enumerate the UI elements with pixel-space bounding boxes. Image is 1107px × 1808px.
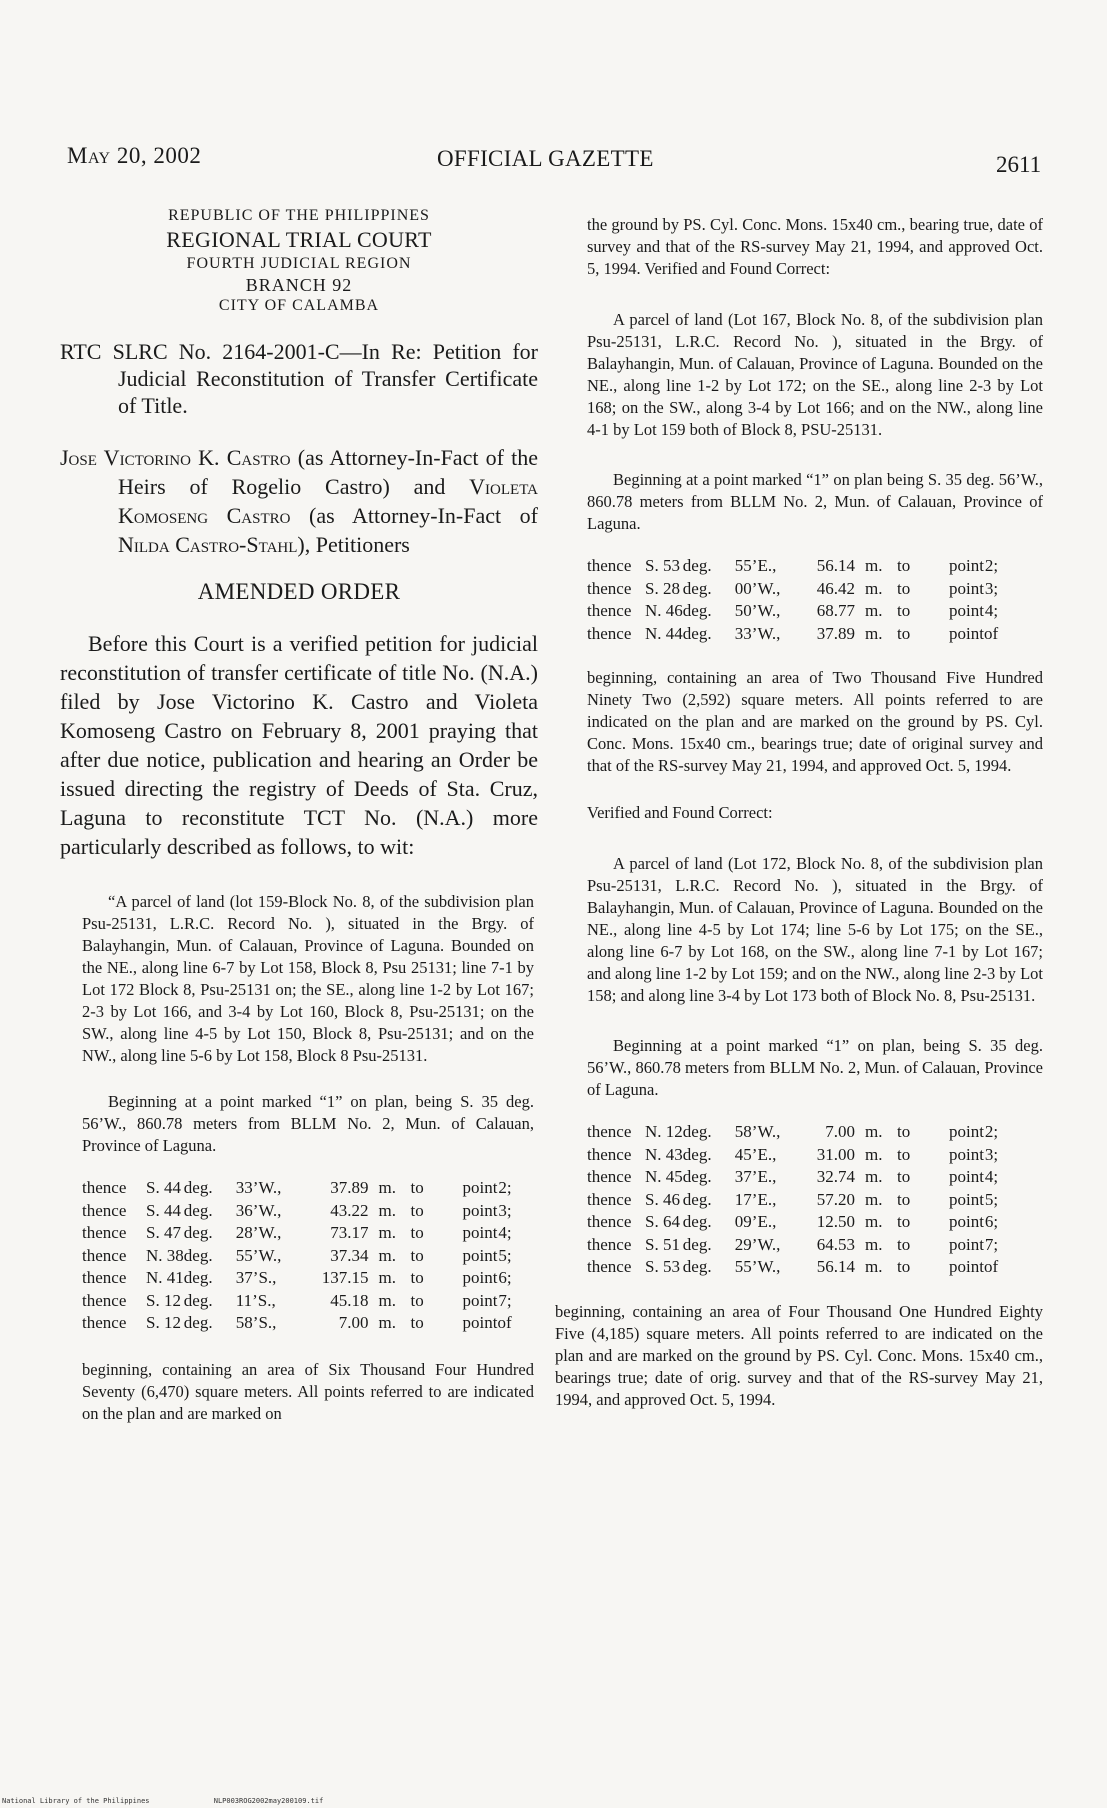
thence-bearing: 58’S.,	[235, 1313, 277, 1332]
thence-bearing: 36’W.,	[235, 1200, 282, 1220]
case-title: RTC SLRC No. 2164-2001-C—In Re: Petition for Judicial Reconstitution of Transfer Certificate of Title.	[60, 339, 538, 418]
thence-row	[587, 1234, 998, 1257]
thence-row	[82, 1245, 512, 1268]
thence-dir: S. 53	[645, 1257, 680, 1276]
thence-n: 6;	[984, 1212, 999, 1231]
thence-pt: point	[949, 1122, 984, 1141]
parties	[60, 443, 538, 559]
thence-deg: deg.	[183, 1178, 213, 1197]
thence-deg: deg.	[682, 1144, 712, 1164]
thence-dir: S. 64	[645, 1212, 680, 1231]
thence-to: to	[897, 1234, 911, 1254]
thence-bearing: 55’W.,	[235, 1245, 282, 1265]
lot-159-beginning: Beginning at a point marked “1” on plan, being S. 35 deg. 56’W., 860.78 meters from BLLM No. 2, Mun. of Calauan, Province of Laguna.	[82, 1092, 534, 1155]
thence-m: m.	[865, 1144, 883, 1164]
thence-pt: point	[949, 1257, 984, 1276]
thence-n: 2;	[498, 1178, 512, 1197]
thence-dir: S. 47	[146, 1223, 181, 1242]
thence-w: thence	[587, 601, 632, 620]
thence-row	[82, 1267, 512, 1290]
thence-dir: S. 12	[146, 1313, 181, 1332]
thence-w: thence	[82, 1200, 127, 1220]
thence-deg: deg.	[682, 1234, 712, 1254]
lot-159-area: beginning, containing an area of Six Thousand Four Hundred Seventy (6,470) square meters. All points referred to are indicated on the plan and are marked on	[82, 1359, 534, 1423]
thence-m: m.	[378, 1245, 397, 1265]
thence-m: m.	[865, 1189, 883, 1209]
thence-to: to	[897, 1257, 911, 1276]
thence-m: m.	[378, 1223, 397, 1242]
thence-dist: 37.89	[330, 1178, 369, 1197]
thence-pt: point	[949, 1212, 984, 1231]
thence-to: to	[897, 556, 911, 575]
thence-bearing: 55’W.,	[734, 1257, 781, 1276]
thence-w: thence	[587, 1234, 632, 1254]
thence-deg: deg.	[682, 556, 712, 575]
thence-n: 7;	[984, 1234, 999, 1254]
thence-dist: 7.00	[825, 1122, 856, 1141]
thence-dir: N. 43	[645, 1144, 683, 1164]
party-text: (as Attorney-In-Fact of	[290, 503, 538, 528]
thence-dist: 43.22	[330, 1200, 369, 1220]
lot-167-beginning: Beginning at a point marked “1” on plan being S. 35 deg. 56’W., 860.78 meters from BLLM No. 2, Mun. of Calauan, Province of Laguna.	[587, 470, 1043, 533]
court-caption	[60, 206, 538, 316]
thence-bearing: 09’E.,	[734, 1212, 777, 1231]
thence-row	[82, 1177, 512, 1200]
thence-dist: 37.89	[816, 623, 856, 643]
thence-dir: N. 41	[146, 1268, 184, 1287]
thence-dir: S. 46	[645, 1189, 680, 1209]
thence-to: to	[410, 1268, 424, 1287]
thence-dir: N. 12	[645, 1122, 683, 1141]
thence-row	[82, 1290, 512, 1313]
thence-m: m.	[865, 556, 883, 575]
thence-n: of	[497, 1313, 512, 1332]
thence-deg: deg.	[682, 1167, 712, 1186]
thence-to: to	[897, 623, 911, 643]
thence-pt: point	[949, 601, 984, 620]
thence-bearing: 55’E.,	[734, 556, 777, 575]
party-text: ), Petitioners	[297, 532, 410, 557]
thence-row	[82, 1222, 512, 1245]
caption-city: CITY OF CALAMBA	[218, 297, 380, 314]
lot-159-description	[60, 891, 538, 1425]
thence-bearing: 29’W.,	[734, 1234, 781, 1254]
thence-dist: 37.34	[330, 1245, 369, 1265]
header-publication: OFFICIAL GAZETTE	[437, 146, 654, 171]
thence-dist: 73.17	[330, 1223, 369, 1242]
thence-w: thence	[587, 1122, 632, 1141]
thence-dist: 56.14	[816, 556, 856, 575]
header-date: May 20, 2002	[67, 143, 202, 168]
thence-pt: point	[462, 1313, 498, 1332]
thence-row	[587, 1189, 998, 1212]
thence-pt: point	[949, 1189, 984, 1209]
thence-bearing: 17’E.,	[734, 1189, 777, 1209]
thence-to: to	[897, 1212, 911, 1231]
thence-dir: S. 28	[645, 578, 680, 598]
thence-pt: point	[462, 1223, 498, 1242]
thence-bearing: 11’S.,	[235, 1290, 276, 1310]
thence-deg: deg.	[682, 1189, 712, 1209]
thence-row	[82, 1200, 512, 1223]
thence-dist: 68.77	[816, 601, 856, 620]
continuation-paragraph: the ground by PS. Cyl. Conc. Mons. 15x40 cm., bearing true, date of survey and that of the RS-survey May 21, 1994, and approved Oct. 5, 1994. Verified and Found Correct:	[587, 215, 1043, 278]
thence-bearing: 33’W.,	[235, 1178, 282, 1197]
thence-m: m.	[865, 623, 883, 643]
thence-n: 5;	[498, 1245, 512, 1265]
thence-n: 2;	[984, 1122, 999, 1141]
lot-172-beginning: Beginning at a point marked “1” on plan, being S. 35 deg. 56’W., 860.78 meters from BLLM No. 2, Mun. of Calauan, Province of Laguna.	[587, 1036, 1043, 1099]
thence-n: 7;	[498, 1290, 512, 1310]
thence-m: m.	[378, 1178, 397, 1197]
party-name: Nilda Castro-Stahl	[118, 532, 298, 557]
thence-to: to	[410, 1313, 424, 1332]
lot-172-thence-table	[587, 1121, 998, 1279]
thence-to: to	[410, 1178, 424, 1197]
thence-pt: point	[949, 1234, 984, 1254]
thence-deg: deg.	[682, 623, 712, 643]
scan-footer	[2, 1797, 383, 1805]
thence-pt: point	[949, 623, 984, 643]
caption-region: FOURTH JUDICIAL REGION	[186, 254, 412, 272]
thence-bearing: 33’W.,	[734, 623, 781, 643]
thence-n: 4;	[498, 1223, 512, 1242]
thence-dir: N. 44	[645, 623, 683, 643]
thence-pt: point	[462, 1290, 498, 1310]
thence-pt: point	[462, 1268, 498, 1287]
thence-pt: point	[462, 1178, 498, 1197]
thence-pt: point	[462, 1200, 498, 1220]
thence-deg: deg.	[682, 1257, 712, 1276]
thence-bearing: 37’S.,	[235, 1268, 277, 1287]
thence-n: of	[983, 1257, 999, 1276]
thence-dist: 56.14	[816, 1257, 856, 1276]
thence-to: to	[897, 1144, 911, 1164]
thence-deg: deg.	[682, 1212, 712, 1231]
thence-bearing: 45’E.,	[734, 1144, 777, 1164]
thence-row	[587, 555, 998, 578]
thence-pt: point	[949, 578, 984, 598]
thence-dist: 12.50	[816, 1212, 856, 1231]
thence-deg: deg.	[183, 1223, 213, 1242]
thence-bearing: 58’W.,	[734, 1122, 781, 1141]
thence-deg: deg.	[183, 1245, 213, 1265]
thence-row	[587, 623, 998, 646]
thence-m: m.	[378, 1290, 397, 1310]
thence-to: to	[410, 1245, 424, 1265]
left-column	[60, 206, 538, 1425]
page-number: 2611	[996, 152, 1042, 177]
thence-n: 4;	[984, 1167, 999, 1186]
thence-m: m.	[865, 1122, 883, 1141]
thence-row	[587, 1144, 998, 1167]
thence-dist: 32.74	[816, 1167, 856, 1186]
thence-deg: deg.	[183, 1268, 213, 1287]
caption-court: REGIONAL TRIAL COURT	[166, 227, 432, 252]
thence-m: m.	[865, 1234, 883, 1254]
thence-bearing: 50’W.,	[734, 601, 781, 620]
thence-w: thence	[82, 1245, 127, 1265]
thence-w: thence	[587, 1167, 632, 1186]
thence-dir: S. 53	[645, 556, 680, 575]
right-column	[555, 214, 1043, 1411]
thence-to: to	[897, 1167, 911, 1186]
body-paragraph: Before this Court is a verified petition for judicial reconstitution of transfer certificate of title No. (N.A.) filed by Jose Victorino K. Castro and Violeta Komoseng Castro on February 8, 2001 praying that after due notice, publication and hearing an Order be issued directing the registry of Deeds of Sta. Cruz, Laguna to reconstitute TCT No. (N.A.) more particularly described as follows, to wit:	[60, 631, 538, 859]
thence-row	[587, 1121, 998, 1144]
thence-dir: N. 38	[146, 1245, 184, 1265]
thence-n: 6;	[498, 1268, 512, 1287]
lot-159-parcel: “A parcel of land (lot 159-Block No. 8, of the subdivision plan Psu-25131, L.R.C. Record No. ), situated in the Brgy. of Balayhangin, Mun. of Calauan, Province of Laguna. Bounded on the NE., along line 6-7 by Lot 158, Block 8, Psu 25131; line 7-1 by Lot 172 Block 8, Psu-25131 on; the SE., along line 1-2 by Lot 167; 2-3 by Lot 166, and 3-4 by Lot 160, Block 8, Psu-25131; on the SW., along line 4-5 by Lot 150, Block 8, Psu-25131; and on the NW., along line 5-6 by Lot 158, Block 8 Psu-25131.	[82, 892, 534, 1065]
thence-dir: S. 12	[146, 1290, 181, 1310]
thence-dist: 57.20	[816, 1189, 856, 1209]
thence-dist: 64.53	[816, 1234, 856, 1254]
thence-row	[587, 600, 998, 623]
thence-deg: deg.	[682, 1122, 712, 1141]
thence-w: thence	[587, 1257, 632, 1276]
thence-n: 3;	[984, 578, 999, 598]
thence-deg: deg.	[183, 1200, 213, 1220]
thence-dist: 46.42	[816, 578, 856, 598]
footer-library: National Library of the Philippines	[2, 1797, 150, 1805]
thence-deg: deg.	[183, 1313, 213, 1332]
thence-row	[587, 578, 998, 601]
thence-n: 2;	[984, 556, 999, 575]
thence-w: thence	[587, 578, 632, 598]
thence-to: to	[897, 578, 911, 598]
party-name: Jose Victorino K. Castro	[60, 445, 291, 470]
lot-159-thence-table	[82, 1177, 512, 1335]
thence-m: m.	[378, 1268, 397, 1287]
thence-bearing: 28’W.,	[235, 1223, 282, 1242]
thence-dir: S. 44	[146, 1178, 181, 1197]
thence-w: thence	[82, 1313, 127, 1332]
footer-filename: NLP003ROG2002may200109.tif	[213, 1797, 324, 1805]
thence-w: thence	[587, 1144, 632, 1164]
thence-m: m.	[865, 1257, 883, 1276]
thence-to: to	[897, 1122, 911, 1141]
thence-to: to	[410, 1200, 424, 1220]
thence-dist: 31.00	[816, 1144, 856, 1164]
thence-bearing: 37’E.,	[734, 1167, 777, 1186]
party-text: (as Attorney-In-Fact of the Heirs of Rogelio Castro) and	[118, 445, 539, 499]
thence-to: to	[410, 1290, 424, 1310]
thence-row	[587, 1256, 998, 1279]
thence-to: to	[897, 601, 911, 620]
thence-m: m.	[378, 1313, 397, 1332]
thence-w: thence	[82, 1178, 127, 1197]
thence-m: m.	[865, 601, 883, 620]
thence-dist: 45.18	[330, 1290, 369, 1310]
lot-167-parcel: A parcel of land (Lot 167, Block No. 8, of the subdivision plan Psu-25131, L.R.C. Record No. ), situated in the Brgy. of Balayhangin, Mun. of Calauan, Province of Laguna. Bounded on the NE., along line 1-2 by Lot 172; on the SE., along line 2-3 by Lot 168; on the SW., along 3-4 by Lot 166; and on the NW., along line 4-1 by Lot 159 both of Block 8, PSU-25131.	[587, 310, 1043, 439]
thence-w: thence	[587, 1212, 632, 1231]
thence-to: to	[897, 1189, 911, 1209]
thence-pt: point	[949, 1144, 984, 1164]
thence-n: 3;	[498, 1200, 512, 1220]
thence-m: m.	[865, 578, 883, 598]
thence-m: m.	[378, 1200, 397, 1220]
lot-172-parcel: A parcel of land (Lot 172, Block No. 8, of the subdivision plan Psu-25131, L.R.C. Record No. ), situated in the Brgy. of Balayhangin, Mun. of Calauan, Province of Laguna. Bounded on the NE., along line 4-5 by Lot 174; line 5-6 by Lot 175; on the SE., along line 6-7 by Lot 168, on the SW., along line 7-1 by Lot 167; and along line 1-2 by Lot 159; and on the NW., along line 2-3 by Lot 158; and along line 3-4 by Lot 173 both of Block No. 8, Psu-25131.	[587, 854, 1043, 1005]
lot-172-area: beginning, containing an area of Four Thousand One Hundred Eighty Five (4,185) square meters. All points referred to are indicated on the plan and are marked on the ground by PS. Cyl. Conc. Mons. 15x40 cm., bearings true; date of orig. survey and that of the RS-survey May 21, 1994, and approved Oct. 5, 1994.	[555, 1301, 1043, 1409]
thence-w: thence	[82, 1268, 127, 1287]
thence-w: thence	[82, 1223, 127, 1242]
thence-n: 3;	[984, 1144, 999, 1164]
thence-row	[82, 1312, 512, 1335]
thence-n: 4;	[984, 601, 999, 620]
thence-pt: point	[949, 1167, 984, 1186]
thence-dir: S. 51	[645, 1234, 680, 1254]
thence-w: thence	[587, 1189, 632, 1209]
thence-dist: 7.00	[338, 1313, 369, 1332]
thence-dir: N. 45	[645, 1167, 683, 1186]
thence-to: to	[410, 1223, 424, 1242]
thence-deg: deg.	[183, 1290, 213, 1310]
thence-dir: N. 46	[645, 601, 683, 620]
thence-row	[587, 1211, 998, 1234]
verified-label: Verified and Found Correct:	[587, 803, 773, 822]
thence-n: 5;	[984, 1189, 999, 1209]
thence-pt: point	[949, 556, 984, 575]
lot-167-thence-table	[587, 555, 998, 645]
thence-dist: 137.15	[321, 1268, 369, 1287]
thence-bearing: 00’W.,	[734, 578, 781, 598]
caption-republic: REPUBLIC OF THE PHILIPPINES	[168, 207, 430, 224]
order-title: AMENDED ORDER	[197, 579, 401, 604]
party-name: Violeta Komoseng Castro	[118, 474, 538, 528]
thence-w: thence	[82, 1290, 127, 1310]
thence-pt: point	[462, 1245, 498, 1265]
thence-w: thence	[587, 556, 632, 575]
thence-w: thence	[587, 623, 632, 643]
thence-n: of	[983, 623, 999, 643]
thence-deg: deg.	[682, 601, 712, 620]
thence-deg: deg.	[682, 578, 712, 598]
thence-m: m.	[865, 1167, 883, 1186]
caption-branch: BRANCH 92	[245, 274, 353, 295]
thence-dir: S. 44	[146, 1200, 181, 1220]
thence-m: m.	[865, 1212, 883, 1231]
lot-167-area: beginning, containing an area of Two Thousand Five Hundred Ninety Two (2,592) square meters. All points referred to are indicated on the plan and are marked on the ground by PS. Cyl. Conc. Mons. 15x40 cm., bearings true; date of original survey and that of the RS-survey May 21, 1994, and approved Oct. 5, 1994.	[587, 668, 1043, 775]
thence-row	[587, 1166, 998, 1189]
